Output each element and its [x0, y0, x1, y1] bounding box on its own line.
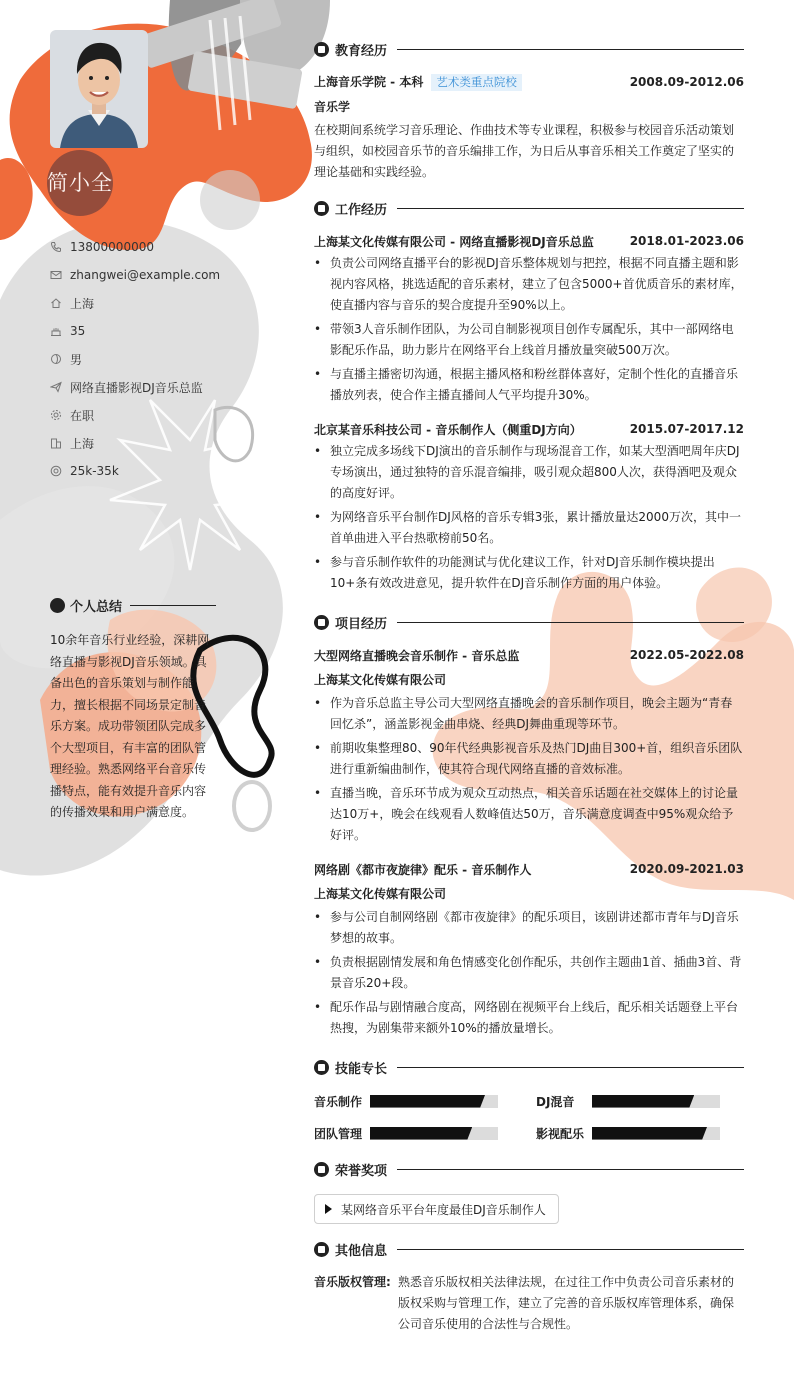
project-name-role: 大型网络直播晚会音乐制作 - 音乐总监 — [314, 648, 520, 663]
work-bullets — [314, 253, 744, 406]
divider — [397, 49, 744, 50]
contact-position — [50, 373, 250, 401]
summary-text: 10余年音乐行业经验，深耕网络直播与影视DJ音乐领域。具备出色的音乐策划与制作能力，擅长根据不同场景定制音乐方案。成功带领团队完成多个大型项目，有丰富的团队管理经验。熟悉网络平台音乐传播特点，能有效提升音乐内容的传播效果和用户满意度。 — [50, 633, 210, 819]
education-desc: 在校期间系统学习音乐理论、作曲技术等专业课程，积极参与校园音乐活动策划与组织，如校园音乐节的音乐编排工作，为日后从事音乐相关工作奠定了坚实的理论基础和实践经验。 — [314, 123, 735, 179]
list-item: • 作为音乐总监主导公司大型网络直播晚会的音乐制作项目，晚会主题为“青春回忆杀”，涵盖影视金曲串烧、经典DJ舞曲重现等环节。 — [314, 693, 744, 735]
skill-label: 影视配乐 — [536, 1126, 585, 1141]
user-icon — [50, 598, 65, 613]
contact-email — [50, 261, 250, 289]
project-bullets — [314, 907, 744, 1039]
school-name: 上海音乐学院 - 本科 — [314, 75, 424, 89]
education-row — [314, 72, 744, 92]
award-item — [314, 1194, 559, 1224]
building-icon — [50, 437, 62, 449]
home-icon — [50, 297, 62, 309]
contact-salary — [50, 457, 250, 485]
skills-header — [314, 1056, 744, 1078]
skill-bar — [370, 1127, 498, 1140]
profile-photo — [50, 30, 148, 148]
project-company: 上海某文化传媒有限公司 — [314, 887, 447, 901]
list-item: • 独立完成多场线下DJ演出的音乐制作与现场混音工作，如某大型酒吧周年庆DJ专场演出，通过独特的音乐混音编排，吸引观众超800人次，获得酒吧及观众的高度好评。 — [314, 441, 744, 504]
list-item: • 负责根据剧情发展和角色情感变化创作配乐，共创作主题曲1首、插曲3首、背景音乐20+段。 — [314, 952, 744, 994]
gender-icon — [50, 353, 62, 365]
divider — [130, 605, 216, 606]
contact-phone-value: 13800000000 — [70, 240, 154, 254]
list-item: • 带领3人音乐制作团队，为公司自制影视项目创作专属配乐，其中一部网络电影配乐作品，助力影片在网络平台上线首月播放量突破500万次。 — [314, 319, 744, 361]
work-date: 2015.07-2017.12 — [629, 422, 744, 436]
avatar — [50, 30, 148, 148]
project-name-role: 网络剧《都市夜旋律》配乐 - 音乐制作人 — [314, 862, 532, 877]
play-icon — [325, 1204, 332, 1214]
divider — [397, 622, 744, 623]
project-date: 2020.09-2021.03 — [629, 862, 744, 876]
work-date: 2018.01-2023.06 — [629, 234, 744, 248]
skill-label: DJ混音 — [536, 1094, 575, 1109]
work-company-role: 北京某音乐科技公司 - 音乐制作人（侧重DJ方向） — [314, 422, 582, 437]
briefcase-icon — [314, 201, 329, 216]
skill-label: 音乐制作 — [314, 1094, 363, 1109]
education-date: 2008.09-2012.06 — [629, 75, 744, 89]
skill-label: 团队管理 — [314, 1126, 363, 1141]
grid-icon — [314, 615, 329, 630]
list-item: • 为网络音乐平台制作DJ风格的音乐专辑3张，累计播放量达2000万次，其中一首单曲进入平台热歌榜前50名。 — [314, 507, 744, 549]
school-tag: 艺术类重点院校 — [431, 74, 522, 91]
contact-city-value: 上海 — [70, 296, 95, 311]
other-header — [314, 1238, 744, 1260]
education-major: 音乐学 — [314, 100, 351, 114]
summary-title: 个人总结 — [70, 600, 123, 615]
project-item-head — [314, 645, 744, 665]
contact-list — [50, 233, 250, 485]
skill-bar — [592, 1127, 720, 1140]
list-item: • 与直播主播密切沟通，根据主播风格和粉丝群体喜好，定制个性化的直播音乐播放列表，使合作主播直播间人气平均提升30%。 — [314, 364, 744, 406]
bar-chart-icon — [314, 1060, 329, 1075]
contact-position-value: 网络直播影视DJ音乐总监 — [70, 380, 203, 395]
send-icon — [50, 381, 62, 393]
divider — [397, 1169, 744, 1170]
list-item: • 参与公司自制网络剧《都市夜旋律》的配乐项目，该剧讲述都市青年与DJ音乐梦想的故事。 — [314, 907, 744, 949]
projects-title: 项目经历 — [335, 616, 388, 632]
skills-grid — [314, 1090, 744, 1144]
education-header — [314, 38, 744, 60]
cake-icon — [50, 325, 62, 337]
project-bullets — [314, 693, 744, 846]
contact-work-city — [50, 429, 250, 457]
mail-icon — [50, 269, 62, 281]
contact-status — [50, 401, 250, 429]
project-date: 2022.05-2022.08 — [629, 648, 744, 662]
info-icon — [314, 1242, 329, 1257]
list-item: • 配乐作品与剧情融合度高，网络剧在视频平台上线后，配乐相关话题登上平台热搜，为剧集带来额外10%的播放量增长。 — [314, 997, 744, 1039]
work-title: 工作经历 — [335, 202, 388, 218]
skill-item — [536, 1122, 744, 1144]
skill-bar — [592, 1095, 720, 1108]
contact-age-value: 35 — [70, 324, 86, 338]
skill-item — [314, 1090, 536, 1112]
awards-header — [314, 1158, 744, 1180]
summary-header — [50, 596, 216, 615]
skill-level-fill — [370, 1127, 472, 1140]
contact-gender-value: 男 — [70, 352, 83, 367]
awards-title: 荣誉奖项 — [335, 1163, 388, 1179]
phone-icon — [50, 241, 62, 253]
work-item-head — [314, 231, 744, 251]
gear-icon — [50, 409, 62, 421]
list-item: • 直播当晚，音乐环节成为观众互动热点，相关音乐话题在社交媒体上的讨论量达10万+，晚会在线观看人数峰值达50万，音乐满意度调查中95%观众给予好评。 — [314, 783, 744, 846]
other-info-row — [314, 1272, 744, 1335]
skills-title: 技能专长 — [335, 1061, 388, 1077]
divider — [397, 1067, 744, 1068]
projects-header — [314, 611, 744, 633]
work-item-head — [314, 419, 744, 439]
divider — [397, 1249, 744, 1250]
other-info-label: 音乐版权管理: — [314, 1275, 391, 1289]
skill-item — [314, 1122, 536, 1144]
skill-level-fill — [370, 1095, 485, 1108]
contact-gender — [50, 345, 250, 373]
contact-email-value: zhangwei@example.com — [70, 268, 221, 282]
divider — [397, 208, 744, 209]
skill-bar — [370, 1095, 498, 1108]
graduation-cap-icon — [314, 42, 329, 57]
education-title: 教育经历 — [335, 43, 388, 59]
contact-status-value: 在职 — [70, 408, 95, 423]
skill-level-fill — [592, 1095, 694, 1108]
award-icon — [314, 1162, 329, 1177]
work-header — [314, 197, 744, 219]
other-info-text: 熟悉音乐版权相关法律法规，在过往工作中负责公司音乐素材的版权采购与管理工作，建立了完善的音乐版权库管理体系，确保公司音乐使用的合法性与合规性。 — [398, 1275, 735, 1331]
skill-item — [536, 1090, 744, 1112]
list-item: • 前期收集整理80、90年代经典影视音乐及热门DJ曲目300+首，组织音乐团队进行重新编曲制作，使其符合现代网络直播的音效标准。 — [314, 738, 744, 780]
contact-age — [50, 317, 250, 345]
list-item: • 负责公司网络直播平台的影视DJ音乐整体规划与把控，根据不同直播主题和影视内容风格，挑选适配的音乐素材，建立了包含5000+首优质音乐的素材库，使直播内容与音乐的契合度提升至90%以上。 — [314, 253, 744, 316]
project-item-head — [314, 859, 744, 879]
work-company-role: 上海某文化传媒有限公司 - 网络直播影视DJ音乐总监 — [314, 234, 594, 249]
other-title: 其他信息 — [335, 1243, 388, 1259]
contact-work-city-value: 上海 — [70, 436, 95, 451]
skill-level-fill — [592, 1127, 707, 1140]
contact-phone — [50, 233, 250, 261]
candidate-name: 简小全 — [47, 150, 113, 216]
award-text: 某网络音乐平台年度最佳DJ音乐制作人 — [341, 1202, 546, 1217]
list-item: • 参与音乐制作软件的功能测试与优化建议工作，针对DJ音乐制作模块提出10+条有效改进意见，提升软件在DJ音乐制作方面的用户体验。 — [314, 552, 744, 594]
contact-salary-value: 25k-35k — [70, 464, 119, 478]
contact-city — [50, 289, 250, 317]
money-icon — [50, 465, 62, 477]
work-bullets — [314, 441, 744, 594]
project-company: 上海某文化传媒有限公司 — [314, 673, 447, 687]
